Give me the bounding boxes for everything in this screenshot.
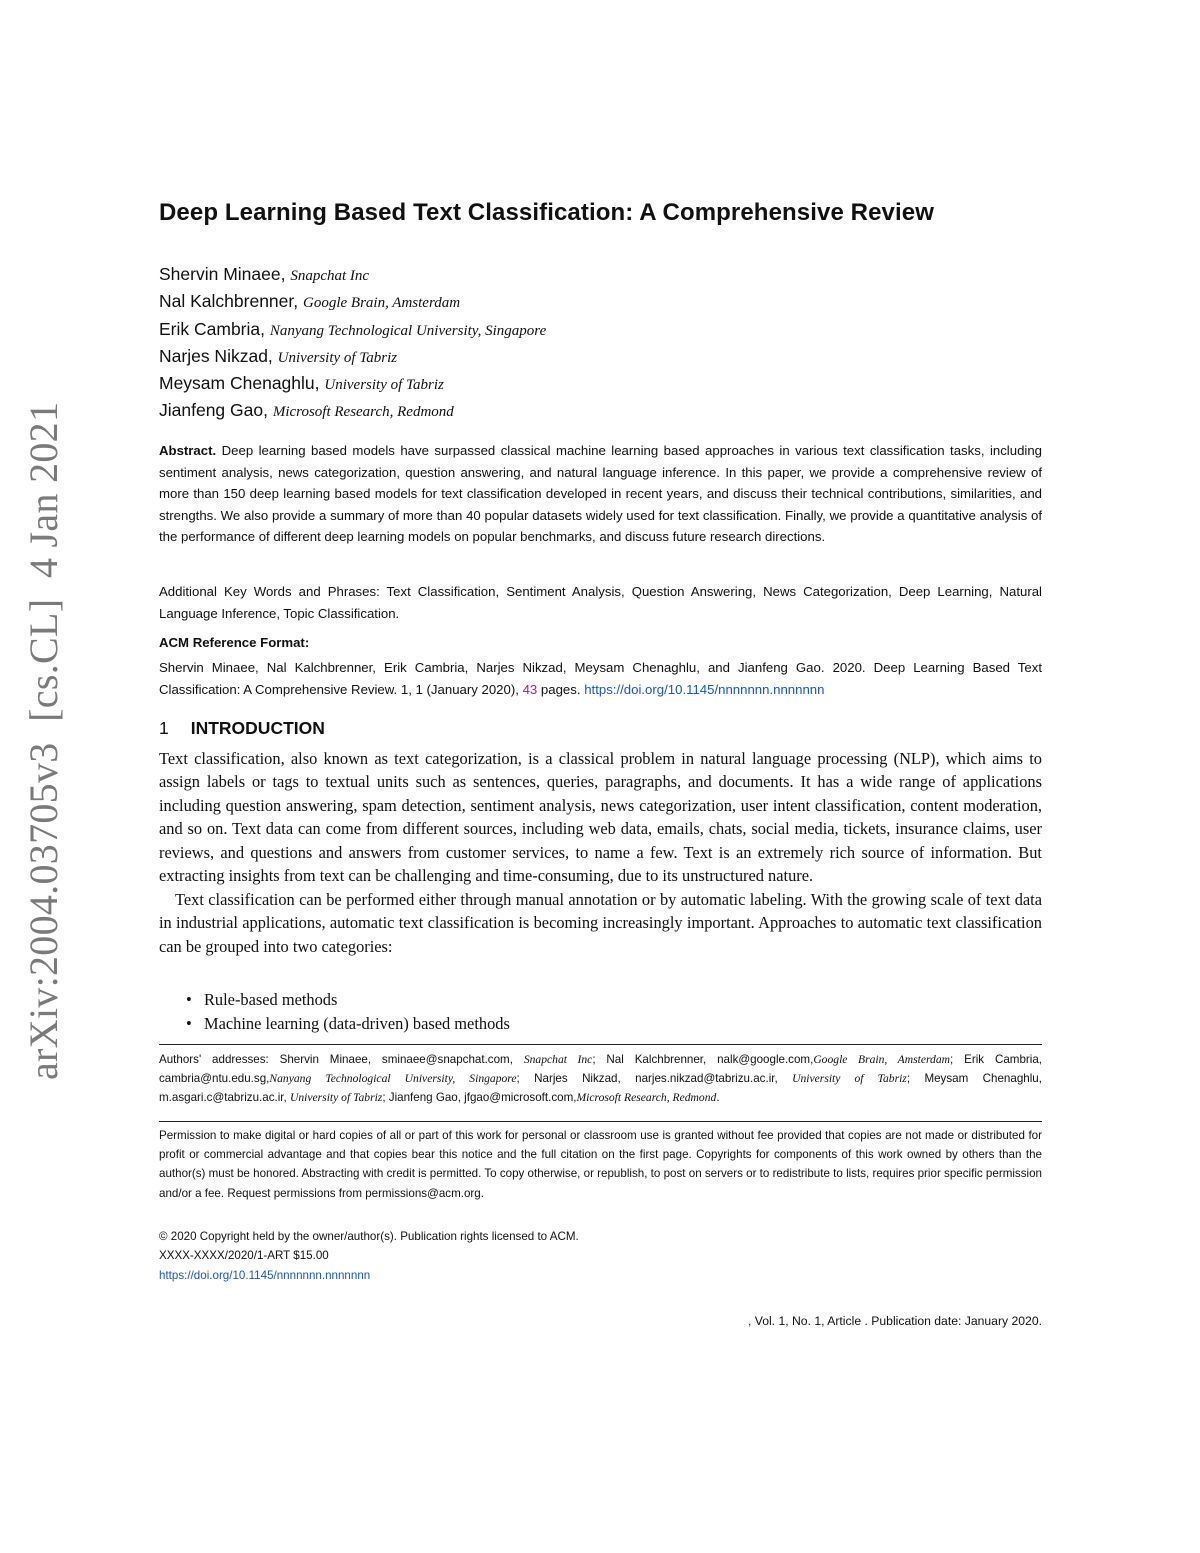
footnote-divider	[159, 1121, 1042, 1122]
author-3	[159, 319, 546, 346]
address-affiliation: Google Brain, Amsterdam	[813, 1053, 951, 1066]
author-name: Erik Cambria,	[159, 318, 265, 339]
footnote-divider	[159, 1044, 1042, 1045]
author-name: Jianfeng Gao,	[159, 400, 268, 421]
author-name: Shervin Minaee,	[159, 264, 286, 284]
author-affiliation: Snapchat Inc	[290, 268, 370, 284]
page-count-link[interactable]: 43	[522, 681, 538, 697]
address-affiliation: University of Tabriz	[289, 1091, 383, 1105]
list-item-text: Rule-based methods	[204, 990, 338, 1009]
paper-title: Deep Learning Based Text Classification: A Comprehensive Review	[159, 199, 934, 226]
address-text: .	[716, 1091, 720, 1105]
author-2	[159, 291, 546, 318]
author-name: Narjes Nikzad,	[159, 345, 273, 366]
author-affiliation: Microsoft Research, Redmond	[272, 404, 454, 421]
bullet-list	[188, 988, 510, 1036]
acm-reference-heading: ACM Reference Format:	[159, 635, 310, 650]
address-affiliation: Microsoft Research, Redmond	[576, 1091, 717, 1105]
author-5	[159, 373, 546, 400]
list-item	[188, 1012, 510, 1036]
bullet-icon: •	[186, 1014, 192, 1033]
address-text: ; Jianfeng Gao, jfgao@microsoft.com,	[382, 1091, 577, 1105]
section-heading	[159, 718, 325, 739]
acm-reference	[159, 657, 1042, 700]
issn-line: XXXX-XXXX/2020/1-ART $15.00	[159, 1249, 329, 1263]
author-addresses	[159, 1050, 1042, 1108]
author-1	[159, 264, 546, 291]
abstract	[159, 440, 1042, 548]
intro-body	[159, 747, 1042, 958]
address-affiliation: Snapchat Inc	[523, 1053, 593, 1066]
address-text: Authors' addresses: Shervin Minaee, sminaee@snapchat.com,	[159, 1053, 513, 1066]
keywords: Additional Key Words and Phrases: Text Classification, Sentiment Analysis, Question Answering, News Categorization, Deep Learning, Natural Language Inference, Topic Classification.	[159, 584, 1042, 621]
address-text: ; Nal Kalchbrenner, nalk@google.com,	[592, 1053, 814, 1066]
author-name: Nal Kalchbrenner,	[159, 291, 299, 312]
author-affiliation: Nanyang Technological University, Singapore	[269, 322, 547, 339]
arxiv-stamp: arXiv:2004.03705v3 [cs.CL] 4 Jan 2021	[21, 401, 66, 1080]
list-item	[188, 988, 510, 1012]
pages-suffix: pages.	[540, 681, 581, 697]
paragraph: Text classification, also known as text categorization, is a classical problem in natural language processing (NLP), which aims to assign labels or tags to textual units such as sentences, queries, paragraphs, and documents. It has a wide range of applications including question answering, spam detection, sentiment analysis, news categorization, user intent classification, content moderation, and so on. Text data can come from different sources, including web data, emails, chats, social media, tickets, insurance claims, user reviews, and questions and answers from customer services, to name a few. Text is an extremely rich source of information. But extracting insights from text can be challenging and time-consuming, due to its unstructured nature.	[159, 749, 1042, 886]
bullet-icon: •	[186, 990, 192, 1009]
author-6	[159, 400, 546, 427]
author-affiliation: University of Tabriz	[324, 377, 444, 394]
footer-doi-link[interactable]: https://doi.org/10.1145/nnnnnnn.nnnnnnn	[159, 1268, 371, 1282]
paragraph: Text classification can be performed either through manual annotation or by automatic labeling. With the growing scale of text data in industrial applications, automatic text classification is becoming increasingly important. Approaches to automatic text classification can be grouped into two categories:	[159, 889, 1042, 956]
abstract-text: Deep learning based models have surpassed classical machine learning based approaches in various text classification tasks, including sentiment analysis, news categorization, question answering, and natural language inference. In this paper, we provide a comprehensive review of more than 150 deep learning based models for text classification developed in recent years, and discuss their technical contributions, similarities, and strengths. We also provide a summary of more than 40 popular datasets widely used for text classification. Finally, we provide a quantitative analysis of the performance of different deep learning models on popular benchmarks, and discuss future research directions.	[159, 443, 1042, 544]
address-affiliation: University of Tabriz	[792, 1072, 907, 1086]
address-affiliation: Nanyang Technological University, Singapore	[269, 1072, 517, 1086]
section-number: 1	[159, 718, 169, 738]
address-text: ; Narjes Nikzad, narjes.nikzad@tabrizu.ac.ir,	[516, 1072, 778, 1086]
address-text: ; Erik Cambria, cambria@ntu.edu.sg,	[159, 1053, 1042, 1086]
author-4	[159, 346, 546, 373]
abstract-label: Abstract.	[159, 443, 217, 458]
permission-notice: Permission to make digital or hard copies of all or part of this work for personal or classroom use is granted without fee provided that copies are not made or distributed for profit or commercial advantage and that copies bear this notice and the full citation on the first page. Copyrights for components of this work owned by others than the author(s) must be honored. Abstracting with credit is permitted. To copy otherwise, or republish, to post on servers or to redistribute to lists, requires prior specific permission and/or a fee. Request permissions from permissions@acm.org.	[159, 1129, 1042, 1200]
author-affiliation: University of Tabriz	[277, 349, 398, 366]
author-affiliation: Google Brain, Amsterdam	[303, 295, 461, 312]
copyright-line: © 2020 Copyright held by the owner/author(s). Publication rights licensed to ACM.	[159, 1230, 579, 1243]
address-text: ; Meysam Chenaghlu, m.asgari.c@tabrizu.ac.ir,	[159, 1072, 1042, 1105]
author-list	[159, 264, 546, 428]
doi-link[interactable]: https://doi.org/10.1145/nnnnnnn.nnnnnnn	[584, 681, 825, 697]
acm-reference-text: Shervin Minaee, Nal Kalchbrenner, Erik Cambria, Narjes Nikzad, Meysam Chenaghlu, and Jianfeng Gao. 2020. Deep Learning Based Text Classification: A Comprehensive Review. 1, 1 (January 2020),	[159, 660, 1042, 697]
publication-line: , Vol. 1, No. 1, Article . Publication date: January 2020.	[747, 1314, 1042, 1328]
copyright-block	[159, 1227, 579, 1285]
section-title: INTRODUCTION	[190, 718, 325, 738]
list-item-text: Machine learning (data-driven) based methods	[204, 1014, 510, 1033]
author-name: Meysam Chenaghlu,	[159, 373, 320, 394]
